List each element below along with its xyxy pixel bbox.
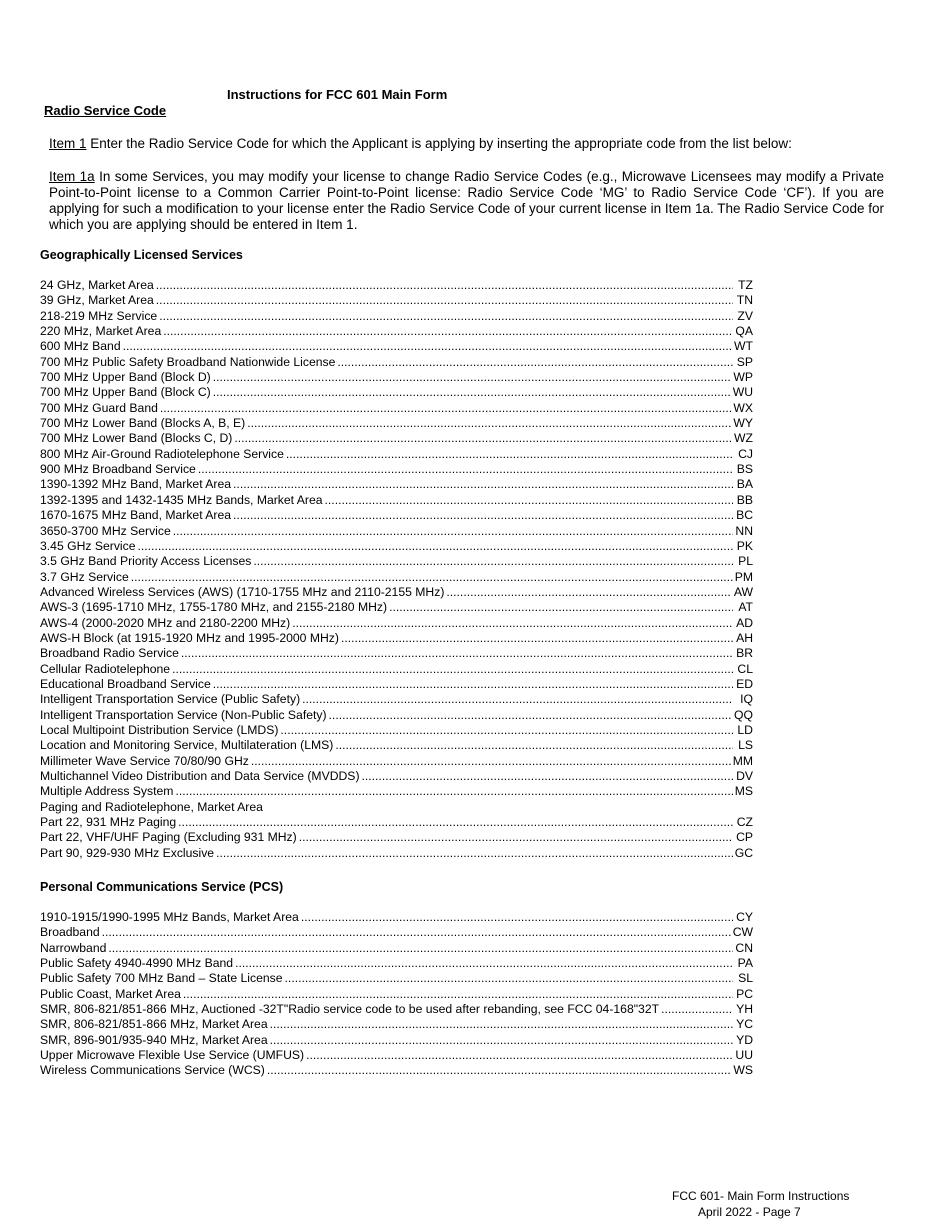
service-code: QA (735, 324, 753, 339)
code-row (40, 600, 753, 615)
service-code: BC (736, 508, 753, 523)
dot-leader (235, 956, 733, 971)
service-code: QQ (734, 707, 753, 722)
dot-leader (446, 585, 731, 600)
service-code: WX (733, 400, 753, 415)
dot-leader (138, 539, 733, 554)
footer-form-name: FCC 601- Main Form Instructions (672, 1189, 850, 1203)
service-name: Public Safety 700 MHz Band – State License (40, 971, 283, 986)
dot-leader (301, 910, 733, 925)
dot-leader (389, 600, 733, 615)
code-row (40, 539, 753, 554)
dot-leader (123, 339, 732, 354)
service-code: CJ (738, 446, 753, 461)
service-name: 39 GHz, Market Area (40, 293, 154, 308)
service-code: GC (734, 845, 753, 860)
service-code: YH (736, 1002, 753, 1017)
section-heading: Radio Service Code (44, 103, 167, 118)
dot-leader (335, 738, 733, 753)
service-code: CN (735, 940, 753, 955)
code-row (40, 677, 753, 692)
code-row (40, 401, 753, 416)
service-code: WP (733, 370, 753, 385)
code-row (40, 1048, 753, 1063)
service-code: ED (736, 676, 753, 691)
dot-leader (362, 769, 734, 784)
dot-leader (160, 401, 731, 416)
service-name: Multiple Address System (40, 784, 174, 799)
dot-leader (270, 1017, 733, 1032)
service-name: 800 MHz Air-Ground Radiotelephone Service (40, 446, 284, 461)
code-row (40, 508, 753, 523)
service-name: SMR, 806-821/851-866 MHz, Auctioned -32T"Radio service code to be used after rebanding, see FCC 04-168"32T (40, 1002, 660, 1017)
code-row (40, 692, 753, 707)
code-row (40, 585, 753, 600)
code-row (40, 987, 753, 1002)
page-title: Instructions for FCC 601 Main Form (227, 87, 448, 102)
dot-leader (341, 631, 733, 646)
item-1a-label: Item 1a (49, 169, 95, 184)
service-name: 1670-1675 MHz Band, Market Area (40, 508, 232, 523)
dot-leader (173, 524, 733, 539)
dot-leader (329, 708, 732, 723)
pcs-code-list (40, 910, 753, 1079)
service-name: 600 MHz Band (40, 339, 121, 354)
service-code: BA (736, 477, 753, 492)
code-row (40, 971, 753, 986)
dot-leader (325, 493, 733, 508)
dot-leader (163, 324, 733, 339)
dot-leader (108, 941, 733, 956)
service-name: AWS-H Block (at 1915-1920 MHz and 1995-2000 MHz) (40, 630, 339, 645)
service-code: MS (734, 784, 753, 799)
service-code: YC (736, 1017, 753, 1032)
dot-leader (337, 355, 733, 370)
dot-leader (213, 385, 731, 400)
service-code: LD (737, 722, 753, 737)
dot-leader (102, 925, 731, 940)
dot-leader (270, 1033, 733, 1048)
code-row (40, 431, 753, 446)
service-name: SMR, 896-901/935-940 MHz, Market Area (40, 1032, 268, 1047)
code-row (40, 1033, 753, 1048)
code-row (40, 754, 753, 769)
service-code: PL (738, 554, 753, 569)
code-row (40, 723, 753, 738)
dot-leader (156, 293, 733, 308)
dot-leader (661, 1002, 733, 1017)
dot-leader (131, 570, 733, 585)
service-code: BS (736, 462, 753, 477)
service-code: WU (732, 385, 753, 400)
dot-leader (198, 462, 733, 477)
service-name: Paging and Radiotelephone, Market Area (40, 799, 263, 814)
service-name: 900 MHz Broadband Service (40, 462, 196, 477)
service-name: 700 MHz Lower Band (Blocks C, D) (40, 431, 233, 446)
service-name: Location and Monitoring Service, Multilateration (LMS) (40, 738, 334, 753)
code-row (40, 646, 753, 661)
service-code: CP (736, 830, 753, 845)
service-code: SP (736, 354, 753, 369)
dot-leader (172, 662, 733, 677)
dot-leader (285, 971, 733, 986)
service-name: Intelligent Transportation Service (Non-Public Safety) (40, 707, 327, 722)
service-name: 24 GHz, Market Area (40, 278, 154, 292)
dot-leader (213, 370, 732, 385)
code-row (40, 1063, 753, 1078)
code-row (40, 385, 753, 400)
dot-leader (292, 616, 733, 631)
code-row (40, 309, 753, 324)
service-code: WY (733, 416, 753, 431)
service-name: SMR, 806-821/851-866 MHz, Market Area (40, 1017, 268, 1032)
dot-leader (175, 784, 732, 799)
dot-leader (213, 677, 733, 692)
service-name: 1390-1392 MHz Band, Market Area (40, 477, 232, 492)
code-row (40, 355, 753, 370)
code-row (40, 769, 753, 784)
service-name: Multichannel Video Distribution and Data Service (MVDDS) (40, 769, 360, 783)
service-name: 3.7 GHz Service (40, 569, 129, 584)
code-row (40, 846, 753, 861)
dot-leader (299, 830, 733, 845)
dot-leader (267, 1063, 732, 1078)
service-code: WZ (734, 431, 753, 446)
code-row (40, 324, 753, 339)
code-row (40, 738, 753, 753)
service-code: ZV (737, 308, 753, 323)
service-name: Wireless Communications Service (WCS) (40, 1063, 265, 1078)
service-code: CW (732, 925, 753, 940)
dot-leader (306, 1048, 733, 1063)
dot-leader (156, 278, 733, 293)
dot-leader (159, 309, 733, 324)
item-1a-text: In some Services, you may modify your license to change Radio Service Codes (e.g., Microwave Licensees may modify a Private Point-to-Point license to a Common Carrier Point-to-Point license: Radio Service Code ‘MG’ to Radio Service Code ‘CF’). If you are applying for such a modification to your license enter the Radio Service Code of your current license in Item 1a. The Radio Service Code for which you are applying should be entered in Item 1. (49, 169, 884, 232)
code-row (40, 616, 753, 631)
service-name: Broadband Radio Service (40, 646, 179, 661)
service-code: AT (738, 600, 753, 615)
code-row (40, 800, 753, 815)
item-1-paragraph (49, 136, 884, 152)
code-row (40, 956, 753, 971)
service-name: 3650-3700 MHz Service (40, 523, 171, 538)
service-code: SL (738, 971, 753, 986)
code-row (40, 631, 753, 646)
dot-leader (178, 815, 733, 830)
dot-leader (247, 416, 731, 431)
dot-leader (253, 554, 733, 569)
service-name: AWS-4 (2000-2020 MHz and 2180-2200 MHz) (40, 615, 291, 630)
service-name: 700 MHz Guard Band (40, 400, 158, 415)
service-code: PM (734, 569, 753, 584)
geographic-heading: Geographically Licensed Services (40, 248, 243, 262)
dot-leader (181, 646, 733, 661)
service-code: IQ (740, 692, 753, 707)
service-code: BB (736, 492, 753, 507)
service-name: 220 MHz, Market Area (40, 324, 162, 339)
service-name: Broadband (40, 925, 100, 940)
service-name: Upper Microwave Flexible Use Service (UMFUS) (40, 1048, 305, 1063)
code-row (40, 462, 753, 477)
service-code: AD (736, 615, 753, 630)
service-name: Millimeter Wave Service 70/80/90 GHz (40, 753, 249, 768)
service-code: AH (736, 630, 753, 645)
code-row (40, 447, 753, 462)
footer-date-page: April 2022 - Page 7 (698, 1205, 801, 1219)
code-row (40, 815, 753, 830)
dot-leader (251, 754, 731, 769)
service-name: Advanced Wireless Services (AWS) (1710-1755 MHz and 2110-2155 MHz) (40, 584, 445, 599)
service-code: UU (735, 1048, 753, 1063)
code-row (40, 570, 753, 585)
service-name: Intelligent Transportation Service (Public Safety) (40, 692, 301, 707)
dot-leader (280, 723, 733, 738)
code-row (40, 554, 753, 569)
code-row (40, 1002, 753, 1017)
geographic-code-list (40, 278, 753, 861)
service-name: Public Coast, Market Area (40, 986, 181, 1001)
code-row (40, 370, 753, 385)
service-name: 700 MHz Upper Band (Block D) (40, 370, 211, 385)
service-name: 3.5 GHz Band Priority Access Licenses (40, 554, 252, 569)
item-1-label: Item 1 (49, 136, 87, 151)
service-code: PK (736, 538, 753, 553)
service-name: Part 22, VHF/UHF Paging (Excluding 931 MHz) (40, 830, 297, 845)
code-row (40, 925, 753, 940)
service-code: WS (733, 1063, 753, 1078)
dot-leader (286, 447, 733, 462)
dot-leader (233, 508, 733, 523)
code-row (40, 910, 753, 925)
service-code: LS (738, 738, 753, 753)
service-code: CZ (736, 815, 753, 830)
service-name: 3.45 GHz Service (40, 538, 136, 553)
service-name: Narrowband (40, 940, 107, 955)
service-name: 1392-1395 and 1432-1435 MHz Bands, Market Area (40, 492, 323, 507)
service-code: TZ (738, 278, 753, 292)
dot-leader (302, 692, 733, 707)
code-row (40, 1017, 753, 1032)
pcs-heading: Personal Communications Service (PCS) (40, 880, 284, 894)
dot-leader (183, 987, 733, 1002)
service-name: Cellular Radiotelephone (40, 661, 171, 676)
service-code: PA (737, 956, 753, 971)
service-code: MM (732, 753, 753, 768)
service-name: Part 22, 931 MHz Paging (40, 815, 177, 830)
service-code: PC (736, 986, 753, 1001)
service-name: Educational Broadband Service (40, 676, 211, 691)
item-1a-paragraph (49, 169, 884, 233)
dot-leader (216, 846, 733, 861)
service-code: DV (736, 769, 753, 783)
code-row (40, 708, 753, 723)
service-name: Local Multipoint Distribution Service (LMDS) (40, 722, 279, 737)
code-row (40, 477, 753, 492)
service-name: 700 MHz Lower Band (Blocks A, B, E) (40, 416, 246, 431)
code-row (40, 941, 753, 956)
service-code: BR (736, 646, 753, 661)
code-row (40, 416, 753, 431)
service-name: AWS-3 (1695-1710 MHz, 1755-1780 MHz, and 2155-2180 MHz) (40, 600, 388, 615)
service-code: TN (736, 293, 753, 308)
service-code: AW (733, 584, 753, 599)
service-name: 700 MHz Upper Band (Block C) (40, 385, 211, 400)
code-row (40, 662, 753, 677)
service-name: 218-219 MHz Service (40, 308, 158, 323)
item-1-text: Enter the Radio Service Code for which the Applicant is applying by inserting the appropriate code from the list below: (86, 136, 792, 151)
dot-leader (234, 431, 732, 446)
service-code: WT (734, 339, 753, 354)
code-row (40, 278, 753, 293)
code-row (40, 293, 753, 308)
service-code: CL (737, 661, 753, 676)
code-row (40, 524, 753, 539)
code-row (40, 493, 753, 508)
code-row (40, 784, 753, 799)
service-name: Public Safety 4940-4990 MHz Band (40, 956, 234, 971)
dot-leader (233, 477, 733, 492)
service-name: Part 90, 929-930 MHz Exclusive (40, 845, 215, 860)
service-name: 1910-1915/1990-1995 MHz Bands, Market Area (40, 910, 299, 924)
service-code: YD (736, 1032, 753, 1047)
code-row (40, 830, 753, 845)
service-code: CY (736, 910, 753, 924)
service-name: 700 MHz Public Safety Broadband Nationwide License (40, 354, 336, 369)
service-code: NN (735, 523, 753, 538)
code-row (40, 339, 753, 354)
